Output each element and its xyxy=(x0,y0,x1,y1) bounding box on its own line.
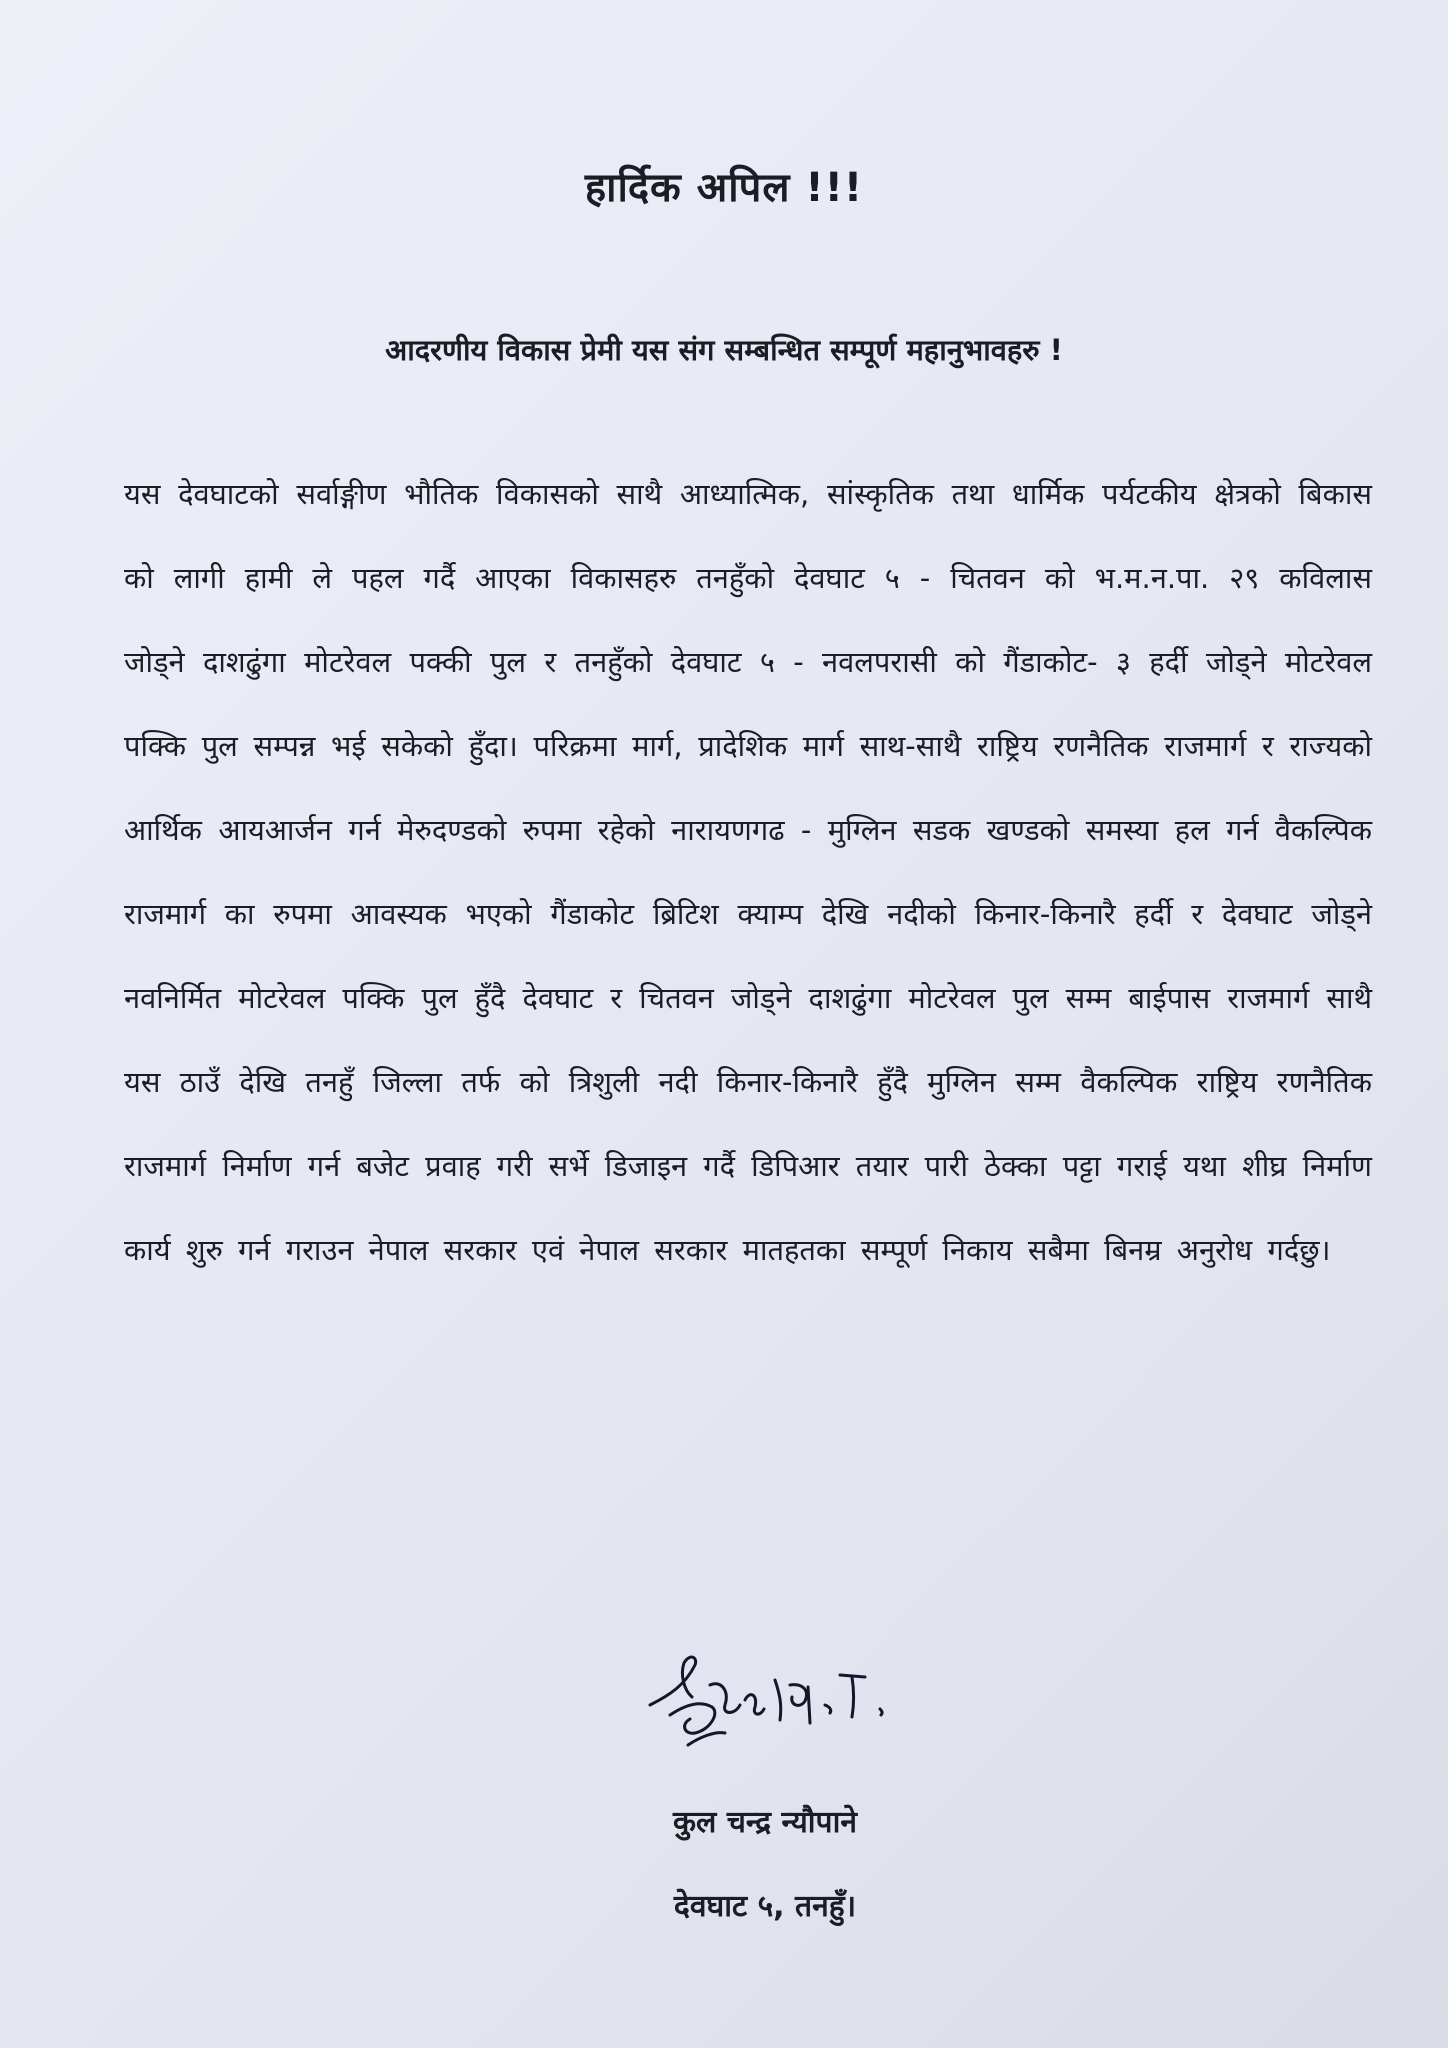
signature-icon xyxy=(640,1645,930,1760)
letter-title: हार्दिक अपिल !!! xyxy=(584,165,864,211)
letter-body: यस देवघाटको सर्वाङ्गीण भौतिक विकासको साथै आध्यात्मिक, सांस्कृतिक तथा धार्मिक पर्यटकीय क्षेत्रको बिकास को लागी हामी ले पहल गर्दै आएका विकासहरु तनहुँको देवघाट ५ - चितवन को भ.म.न.पा. २९ कविलास जोड्ने दाशढुंगा मोटरेवल पक्की पुल र तनहुँको देवघाट ५ - नवलपरासी को गैंडाकोट- ३ हर्दी जोड्ने मोटरेवल पक्कि पुल सम्पन्न भई सकेको हुँदा। परिक्रमा मार्ग, प्रादेशिक मार्ग साथ-साथै राष्ट्रिय रणनैतिक राजमार्ग र राज्यको आर्थिक आयआर्जन गर्न मेरुदण्डको रुपमा रहेको नारायणगढ - मुग्लिन सडक खण्डको समस्या हल गर्न वैकल्पिक राजमार्ग का रुपमा आवस्यक भएको गैंडाकोट ब्रिटिश क्याम्प देखि नदीको किनार-किनारै हर्दी र देवघाट जोड्ने नवनिर्मित मोटरेवल पक्कि पुल हुँदै देवघाट र चितवन जोड्ने दाशढुंगा मोटरेवल पुल सम्म बाईपास राजमार्ग साथै यस ठाउँ देखि तनहुँ जिल्ला तर्फ को त्रिशुली नदी किनार-किनारै हुँदै मुग्लिन सम्म वैकल्पिक राष्ट्रिय रणनैतिक राजमार्ग निर्माण गर्न बजेट प्रवाह गरी सर्भे डिजाइन गर्दै डिपिआर तयार पारी ठेक्का पट्टा गराई यथा शीघ्र निर्माण कार्य शुरु गर्न गराउन नेपाल सरकार एवं नेपाल सरकार मातहतका सम्पूर्ण निकाय सबैमा बिनम्र अनुरोध गर्दछु। xyxy=(124,477,1372,1267)
signer-name: कुल चन्द्र न्यौपाने xyxy=(673,1805,857,1840)
signer-address: देवघाट ५, तनहुँ। xyxy=(673,1889,857,1924)
letter-salutation: आदरणीय विकास प्रेमी यस संग सम्बन्धित सम्पूर्ण महानुभावहरु ! xyxy=(385,333,1063,367)
